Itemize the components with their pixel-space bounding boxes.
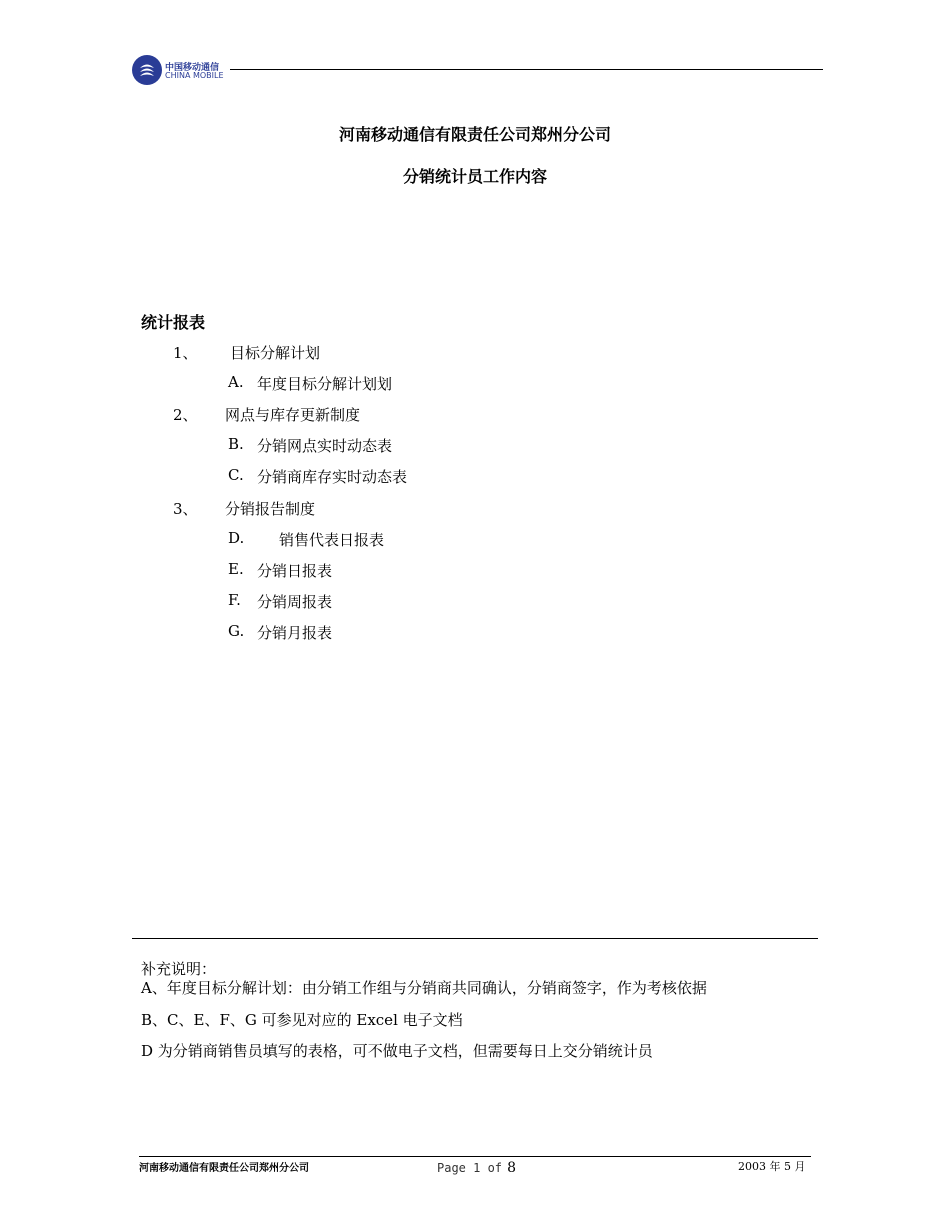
page-indicator bbox=[437, 1157, 516, 1176]
group-number: 2、 bbox=[173, 406, 198, 424]
note-line: D 为分销商销售员填写的表格，可不做电子文档，但需要每日上交分销统计员 bbox=[141, 1042, 653, 1060]
page-label: Page 1 of bbox=[437, 1161, 503, 1175]
note-line: B、C、E、F、G 可参见对应的 Excel 电子文档 bbox=[141, 1011, 463, 1029]
footer-company: 河南移动通信有限责任公司郑州分公司 bbox=[139, 1163, 309, 1174]
company-title: 河南移动通信有限责任公司郑州分公司 bbox=[338, 125, 611, 144]
item-label: 年度目标分解计划划 bbox=[257, 375, 393, 393]
china-mobile-emblem-icon bbox=[131, 54, 163, 86]
item-label: 分销月报表 bbox=[257, 624, 333, 642]
item-label: 分销网点实时动态表 bbox=[257, 437, 393, 455]
logo-chinese-text: 中国移动通信 bbox=[165, 63, 220, 73]
notes-divider bbox=[132, 938, 818, 939]
document-subtitle: 分销统计员工作内容 bbox=[402, 167, 547, 186]
group-number: 1、 bbox=[173, 344, 198, 362]
group-number: 3、 bbox=[173, 500, 198, 518]
item-letter: B. bbox=[228, 435, 244, 453]
item-letter: E. bbox=[228, 560, 244, 578]
group-label: 网点与库存更新制度 bbox=[225, 406, 361, 424]
group-label: 分销报告制度 bbox=[225, 500, 316, 518]
group-label: 目标分解计划 bbox=[230, 344, 321, 362]
note-line: A、年度目标分解计划：由分销工作组与分销商共同确认，分销商签字，作为考核依据 bbox=[141, 979, 707, 997]
header-divider bbox=[230, 69, 823, 70]
page-total: 8 bbox=[507, 1160, 517, 1176]
item-letter: A. bbox=[228, 373, 244, 391]
china-mobile-logo bbox=[131, 54, 233, 88]
item-letter: G. bbox=[228, 622, 245, 640]
item-letter: D. bbox=[228, 529, 245, 547]
item-letter: F. bbox=[228, 591, 241, 609]
item-label: 分销周报表 bbox=[257, 593, 333, 611]
logo-english-text: CHINA MOBILE bbox=[165, 71, 224, 80]
section-heading: 统计报表 bbox=[141, 313, 206, 332]
item-label: 分销日报表 bbox=[257, 562, 333, 580]
item-label: 销售代表日报表 bbox=[279, 531, 385, 549]
notes-heading: 补充说明： bbox=[141, 960, 217, 978]
item-label: 分销商库存实时动态表 bbox=[257, 468, 408, 486]
footer-date: 2003 年 5 月 bbox=[738, 1160, 806, 1173]
item-letter: C. bbox=[228, 466, 244, 484]
